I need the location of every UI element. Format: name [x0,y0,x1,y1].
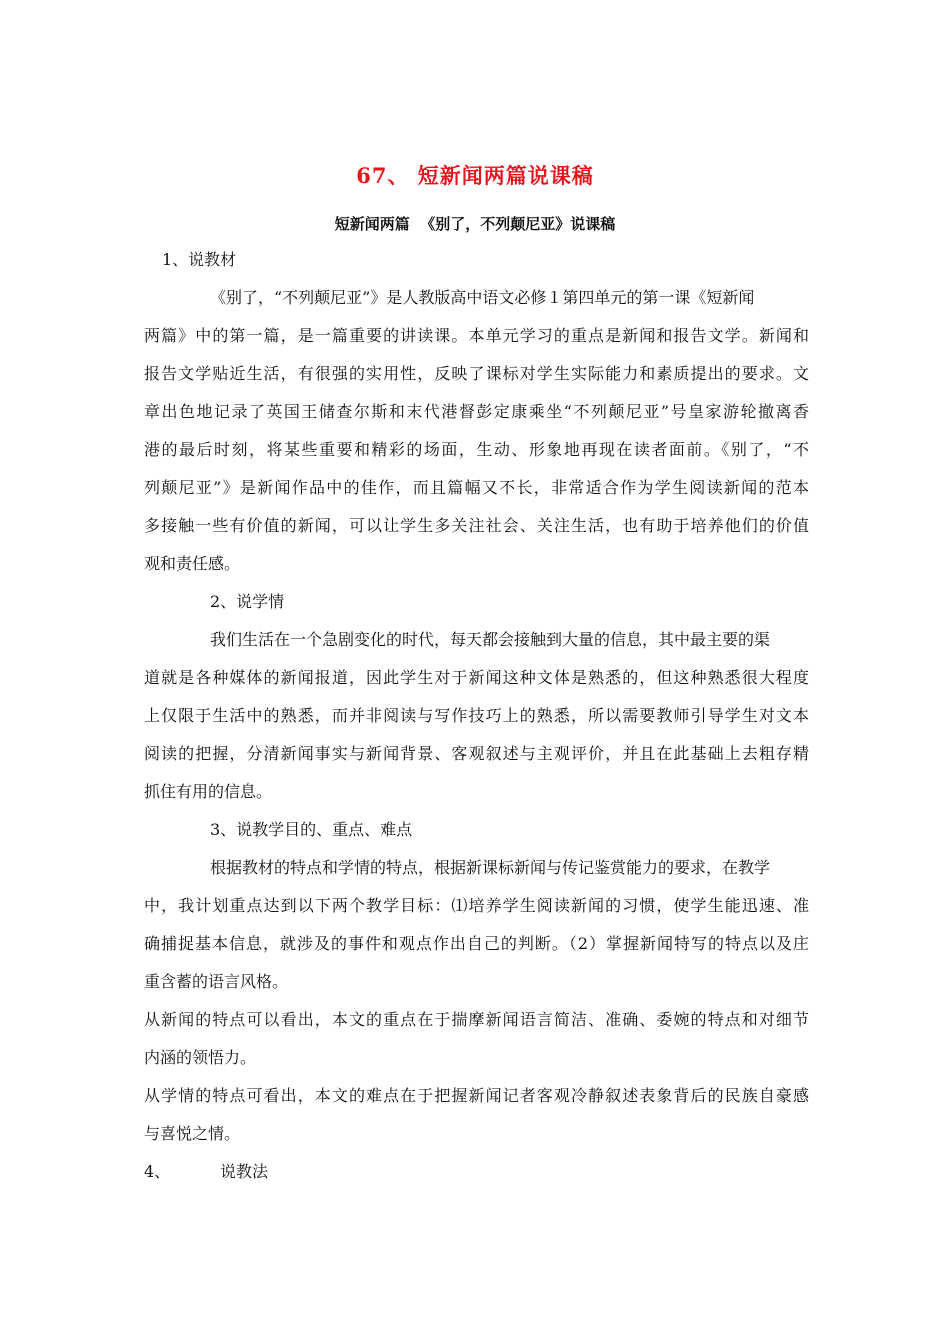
paragraph-line: 港的最后时刻，将某些重要和精彩的场面，生动、形象地再现在读者面前。《别了，“不 [144,440,809,459]
paragraph-line: 上仅限于生活中的熟悉，而并非阅读与写作技巧上的熟悉，所以需要教师引导学生对文本 [144,706,809,725]
paragraph-line: 两篇》中的第一篇，是一篇重要的讲读课。本单元学习的重点是新闻和报告文学。新闻和 [144,326,809,345]
section-heading-2: 2、说学情 [210,592,285,611]
paragraph-line: 根据教材的特点和学情的特点，根据新课标新闻与传记鉴赏能力的要求，在教学 [210,858,771,877]
paragraph-line: 与喜悦之情。 [144,1124,241,1143]
paragraph-line: 从新闻的特点可以看出，本文的重点在于揣摩新闻语言简洁、准确、委婉的特点和对细节 [144,1010,809,1029]
paragraph-line: 中，我计划重点达到以下两个教学目标：⑴培养学生阅读新闻的习惯，使学生能迅速、准 [144,896,809,915]
section-heading-4: 说教法 [220,1162,269,1181]
paragraph-line: 内涵的领悟力。 [144,1048,257,1067]
document-subtitle: 短新闻两篇 《别了，不列颠尼亚》说课稿 [334,215,616,233]
paragraph-line: 阅读的把握，分清新闻事实与新闻背景、客观叙述与主观评价，并且在此基础上去粗存精 [144,744,809,763]
section-heading-1: 1、说教材 [162,250,237,269]
paragraph-line: 道就是各种媒体的新闻报道，因此学生对于新闻这种文体是熟悉的，但这种熟悉很大程度 [144,668,809,687]
paragraph-line: 列颠尼亚”》是新闻作品中的佳作，而且篇幅又不长，非常适合作为学生阅读新闻的范本 [144,478,809,497]
paragraph-line: 多接触一些有价值的新闻，可以让学生多关注社会、关注生活，也有助于培养他们的价值 [144,516,809,535]
paragraph-line: 抓住有用的信息。 [144,782,273,801]
paragraph-line: 我们生活在一个急剧变化的时代，每天都会接触到大量的信息，其中最主要的渠 [210,630,771,649]
paragraph-line: 从学情的特点可看出，本文的难点在于把握新闻记者客观冷静叙述表象背后的民族自豪感 [144,1086,809,1105]
paragraph-line: 观和责任感。 [144,554,241,573]
paragraph-line: 重含蓄的语言风格。 [144,972,289,991]
paragraph-line: 确捕捉基本信息，就涉及的事件和观点作出自己的判断。（2）掌握新闻特写的特点以及庄 [144,934,809,953]
paragraph-line: 章出色地记录了英国王储查尔斯和末代港督彭定康乘坐“不列颠尼亚”号皇家游轮撤离香 [144,402,809,421]
paragraph-line: 报告文学贴近生活，有很强的实用性，反映了课标对学生实际能力和素质提出的要求。文 [144,364,809,383]
document-title: 67、 短新闻两篇说课稿 [356,163,594,188]
section-heading-3: 3、说教学目的、重点、难点 [210,820,413,839]
paragraph-line: 《别了，“不列颠尼亚”》是人教版高中语文必修１第四单元的第一课《短新闻 [210,288,755,307]
section-number-4: 4、 [144,1162,171,1181]
